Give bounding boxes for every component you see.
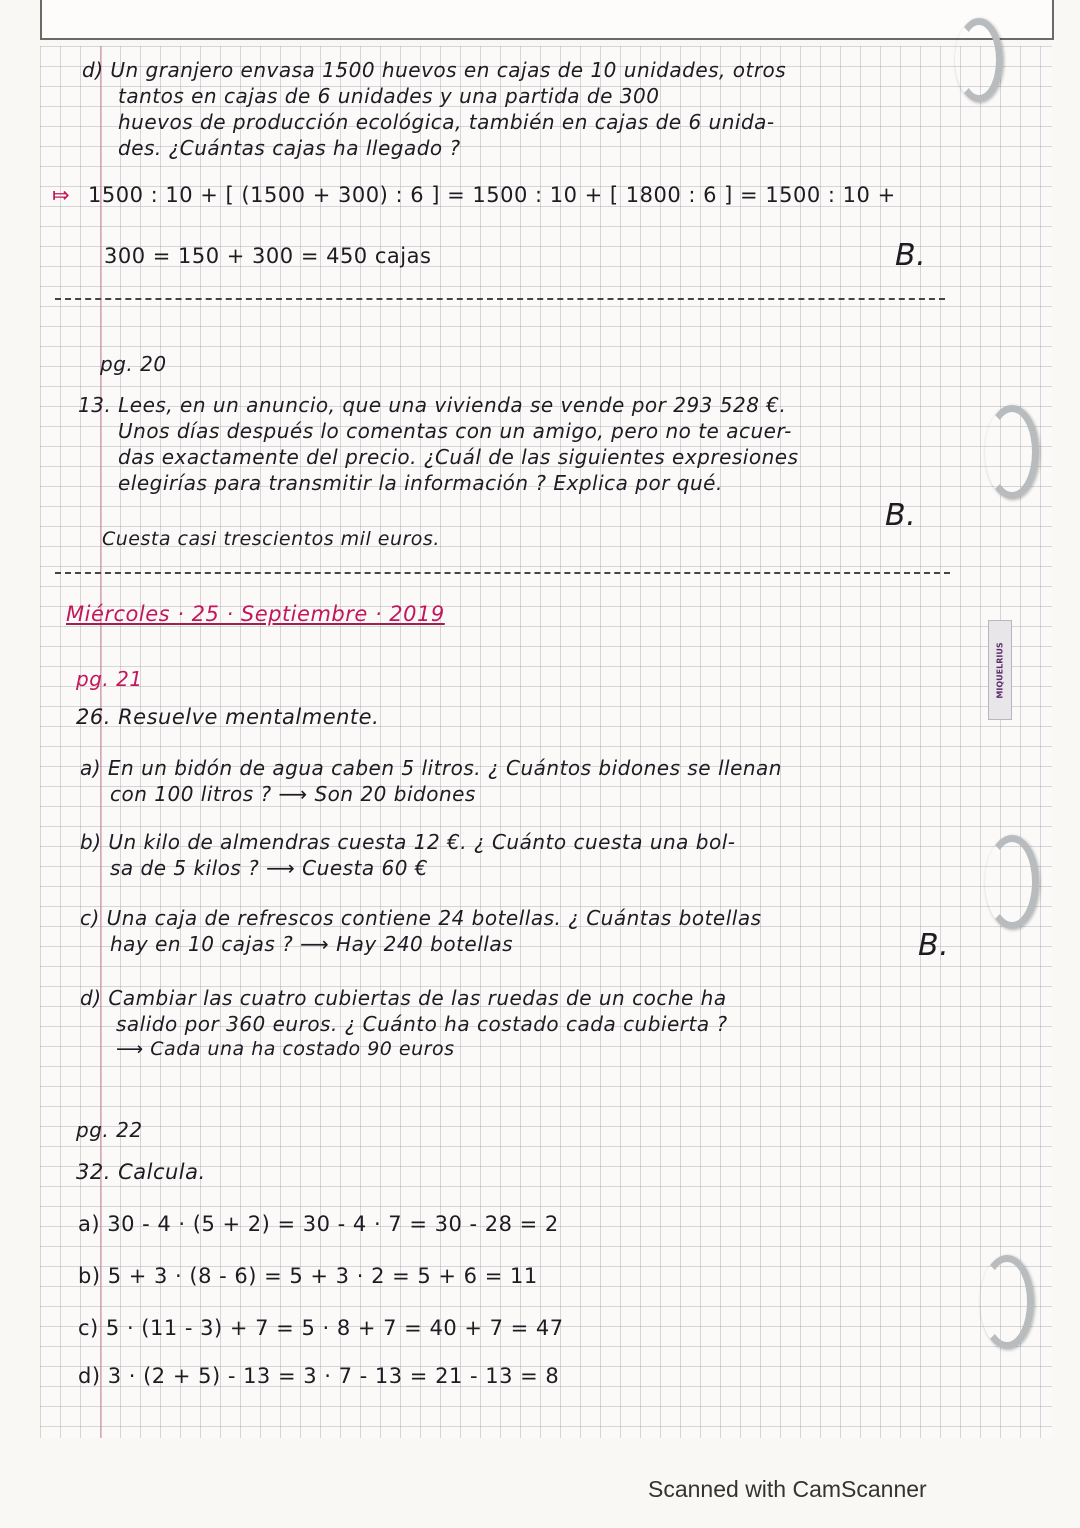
date-heading: Miércoles · 25 · Septiembre · 2019 xyxy=(66,602,445,626)
problem-32-d: d) 3 · (2 + 5) - 13 = 3 · 7 - 13 = 21 - 13 = 8 xyxy=(78,1364,560,1388)
problem-26-a-line1: a) En un bidón de agua caben 5 litros. ¿ Cuántos bidones se llenan xyxy=(80,756,782,780)
brand-tab xyxy=(988,620,1012,720)
problem-26-d-line1: d) Cambiar las cuatro cubiertas de las ruedas de un coche ha xyxy=(80,986,727,1010)
problem-d-line3: huevos de producción ecológica, también en cajas de 6 unida- xyxy=(118,110,775,134)
problem-26-d-line2: salido por 360 euros. ¿ Cuánto ha costado cada cubierta ? xyxy=(116,1012,728,1036)
page-ref: pg. 20 xyxy=(100,352,167,376)
problem-d-line4: des. ¿Cuántas cajas ha llegado ? xyxy=(118,136,461,160)
problem-26-b-line2: sa de 5 kilos ? ⟶ Cuesta 60 € xyxy=(110,856,429,880)
arrow-icon: ⤇ xyxy=(52,183,71,207)
problem-26-c-line2: hay en 10 cajas ? ⟶ Hay 240 botellas xyxy=(110,932,513,956)
section-separator xyxy=(55,572,950,574)
problem-13-line1: 13. Lees, en un anuncio, que una vivienda se vende por 293 528 €. xyxy=(78,393,787,417)
page-ref: pg. 22 xyxy=(76,1118,143,1142)
brand-label: MIQUELRIUS xyxy=(995,641,1005,699)
grade-mark: B. xyxy=(885,498,917,533)
problem-32-c: c) 5 · (11 - 3) + 7 = 5 · 8 + 7 = 40 + 7 = 47 xyxy=(78,1316,564,1340)
problem-d-calc2: 300 = 150 + 300 = 450 cajas xyxy=(104,244,432,268)
previous-page-edge xyxy=(40,0,1054,40)
problem-26-b-line1: b) Un kilo de almendras cuesta 12 €. ¿ Cuánto cuesta una bol- xyxy=(80,830,736,854)
problem-26-title: 26. Resuelve mentalmente. xyxy=(76,705,380,729)
problem-d-calc1: 1500 : 10 + [ (1500 + 300) : 6 ] = 1500 : 10 + [ 1800 : 6 ] = 1500 : 10 + xyxy=(88,183,896,207)
problem-13-line4: elegirías para transmitir la información ? Explica por qué. xyxy=(118,471,723,495)
problem-26-d-line3: ⟶ Cada una ha costado 90 euros xyxy=(116,1038,455,1060)
problem-d-line1: d) Un granjero envasa 1500 huevos en cajas de 10 unidades, otros xyxy=(82,58,787,82)
problem-13-line3: das exactamente del precio. ¿Cuál de las siguientes expresiones xyxy=(118,445,799,469)
problem-13-line2: Unos días después lo comentas con un amigo, pero no te acuer- xyxy=(118,419,792,443)
problem-32-title: 32. Calcula. xyxy=(76,1160,206,1184)
problem-d-line2: tantos en cajas de 6 unidades y una partida de 300 xyxy=(118,84,660,108)
grade-mark: B. xyxy=(895,238,927,273)
problem-26-a-line2: con 100 litros ? ⟶ Son 20 bidones xyxy=(110,782,476,806)
page-ref: pg. 21 xyxy=(76,667,143,691)
scanner-watermark: Scanned with CamScanner xyxy=(648,1476,927,1502)
binder-ring-icon xyxy=(980,1255,1034,1349)
problem-13-answer: Cuesta casi trescientos mil euros. xyxy=(102,528,440,550)
problem-32-a: a) 30 - 4 · (5 + 2) = 30 - 4 · 7 = 30 - 28 = 2 xyxy=(78,1212,559,1236)
binder-ring-icon xyxy=(955,18,1003,102)
problem-26-c-line1: c) Una caja de refrescos contiene 24 botellas. ¿ Cuántas botellas xyxy=(80,906,762,930)
binder-ring-icon xyxy=(985,405,1039,499)
section-separator xyxy=(55,298,945,300)
grade-mark: B. xyxy=(918,928,950,963)
binder-ring-icon xyxy=(985,835,1039,929)
problem-32-b: b) 5 + 3 · (8 - 6) = 5 + 3 · 2 = 5 + 6 = 11 xyxy=(78,1264,538,1288)
